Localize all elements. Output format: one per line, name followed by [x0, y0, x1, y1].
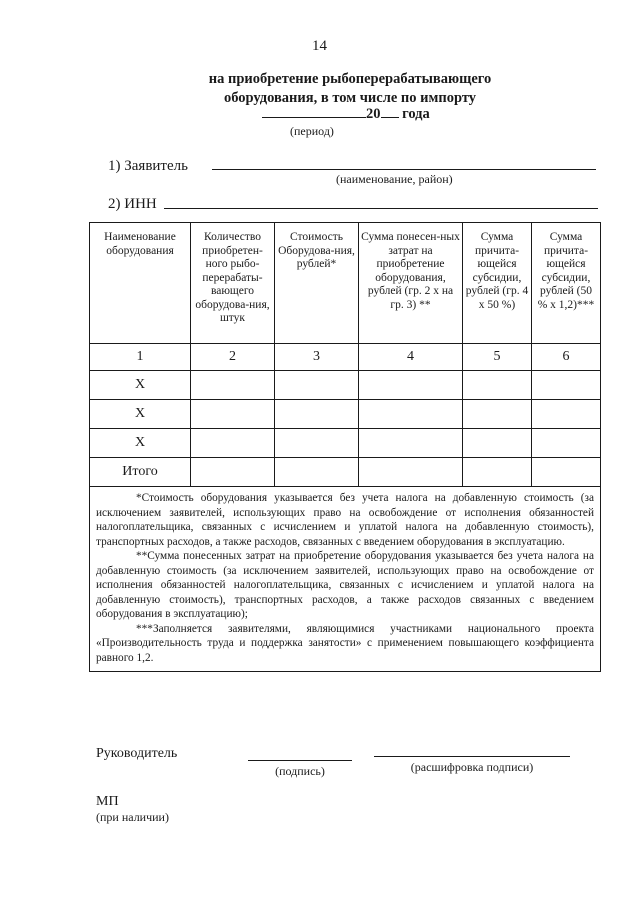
- page-number: 14: [312, 38, 327, 54]
- table-cell[interactable]: [275, 400, 359, 429]
- column-number: 2: [191, 344, 275, 371]
- table-notes-row: [90, 487, 601, 672]
- header-cost: Стоимость Оборудова-ния, рублей*: [275, 223, 359, 344]
- stamp-caption: (при наличии): [96, 810, 169, 824]
- table-row: [90, 429, 601, 458]
- footnote-cost: *Стоимость оборудования указывается без учета налога на добавленную стоимость (за исключением заявителей, использующих право на освобождение от исполнения обязанностей налогоплательщика, связанных с исчислением и уплатой налога на добавленную стоимость), транспортных расходов, а также расходов, связанных с введением оборудования в эксплуатацию.: [96, 492, 594, 548]
- table-cell[interactable]: [532, 429, 601, 458]
- year-suffix: года: [402, 106, 430, 122]
- year-blank[interactable]: [381, 105, 399, 118]
- header-quantity: Количество приобретен-ного рыбо-перерабаты-вающего оборудова-ния, штук: [191, 223, 275, 344]
- inn-label: 2) ИНН: [108, 196, 157, 212]
- signature-caption: (подпись): [275, 764, 325, 778]
- column-number: 5: [463, 344, 532, 371]
- stamp-label: МП: [96, 794, 119, 809]
- signature-decoding-caption: (расшифровка подписи): [410, 760, 534, 774]
- table-cell[interactable]: [463, 458, 532, 487]
- table-cell[interactable]: [463, 371, 532, 400]
- table-cell[interactable]: [359, 429, 463, 458]
- footnote-coefficient: ***Заполняется заявителями, являющимися участниками национального проекта «Производительность труда и поддержка занятости» с применением повышающего коэффициента равного 1,2.: [96, 622, 594, 664]
- equipment-table: [89, 222, 601, 672]
- column-number: 4: [359, 344, 463, 371]
- year-prefix: 20: [366, 106, 381, 122]
- period-caption: (период): [290, 124, 334, 138]
- header-subsidy-coef: Сумма причита-ющейся субсидии, рублей (50 % x 1,2)***: [532, 223, 601, 344]
- row-name-cell: X: [90, 371, 191, 400]
- column-number: 3: [275, 344, 359, 371]
- table-row: [90, 400, 601, 429]
- table-header-row: [90, 223, 601, 344]
- table-cell[interactable]: [463, 429, 532, 458]
- inn-field[interactable]: [164, 208, 598, 209]
- table-cell[interactable]: [532, 458, 601, 487]
- header-total-costs: Сумма понесен-ных затрат на приобретение оборудования, рублей (гр. 2 x на гр. 3) **: [359, 223, 463, 344]
- signature-decoding-field[interactable]: [374, 756, 570, 757]
- table-cell[interactable]: [275, 371, 359, 400]
- document-title: [150, 70, 550, 108]
- applicant-caption: (наименование, район): [336, 172, 453, 186]
- signature-field[interactable]: [248, 760, 352, 761]
- table-cell[interactable]: [191, 429, 275, 458]
- footnote-costs-sum: **Сумма понесенных затрат на приобретение оборудования указывается без учета налога на добавленную стоимость (за исключением заявителей, использующих право на освобождение от исполнения обязанностей налогоплательщика, связанных с исчислением и уплатой налога на добавленную стоимость), транспортных расходов, а также расходов связанных с введением оборудования в эксплуатацию);: [96, 550, 594, 620]
- title-line-1: на приобретение рыбоперерабатывающего: [208, 71, 492, 87]
- applicant-field[interactable]: [212, 169, 596, 170]
- row-name-cell: X: [90, 400, 191, 429]
- period-blank[interactable]: [262, 105, 366, 118]
- table-cell[interactable]: [359, 458, 463, 487]
- applicant-label: 1) Заявитель: [108, 158, 188, 174]
- table-cell[interactable]: [191, 371, 275, 400]
- table-cell[interactable]: [275, 429, 359, 458]
- column-number-row: [90, 344, 601, 371]
- total-label-cell: Итого: [90, 458, 191, 487]
- table-cell[interactable]: [359, 371, 463, 400]
- head-label: Руководитель: [96, 746, 178, 761]
- column-number: 1: [90, 344, 191, 371]
- table-cell[interactable]: [463, 400, 532, 429]
- period-row: [262, 105, 430, 123]
- table-cell[interactable]: [359, 400, 463, 429]
- table-cell[interactable]: [191, 458, 275, 487]
- table-cell[interactable]: [191, 400, 275, 429]
- table-cell[interactable]: [532, 371, 601, 400]
- footnotes: [90, 487, 601, 672]
- header-equipment-name: Наименование оборудования: [90, 223, 191, 344]
- column-number: 6: [532, 344, 601, 371]
- row-name-cell: X: [90, 429, 191, 458]
- table-cell[interactable]: [532, 400, 601, 429]
- table-total-row: [90, 458, 601, 487]
- table-row: [90, 371, 601, 400]
- table-cell[interactable]: [275, 458, 359, 487]
- title-line-2: оборудования, в том числе по импорту: [223, 90, 477, 106]
- header-subsidy-50: Сумма причита-ющейся субсидии, рублей (гр. 4 x 50 %): [463, 223, 532, 344]
